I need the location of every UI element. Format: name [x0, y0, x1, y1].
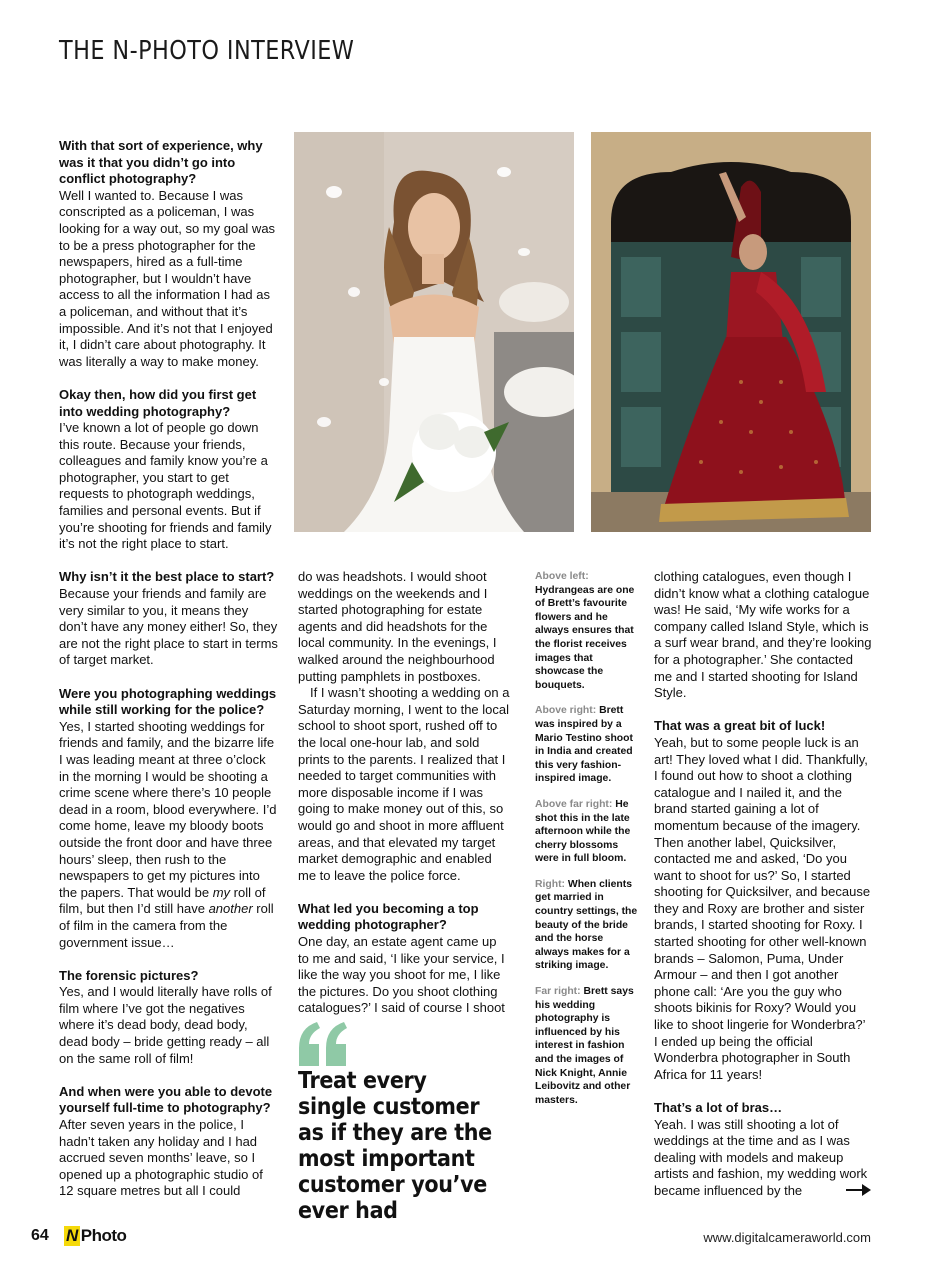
paragraph: do was headshots. I would shoot weddings on the weekends and I started photographing for estate agents and did headshots for the local community. In the evenings, I walked around the neighbourhood putting pamphlets in postboxes.: [298, 569, 497, 684]
magazine-logo: N Photo: [66, 1226, 127, 1245]
answer: Well I wanted to. Because I was conscripted as a policeman, I was looking for a way out, so my goal was to be a press photographer for the newspapers, hired as a full-time photographer, but I wouldn’t have access to all the information I had as a policeman, and without that it’s impossible. And it’s not that I enjoyed it, I didn’t care about photography. It was literally a way to make money.: [59, 187, 276, 369]
question: That was a great bit of luck!: [654, 718, 826, 734]
website-url: www.digitalcameraworld.com: [703, 1230, 871, 1245]
question: And when were you able to devote yourself full-time to photography?: [59, 1083, 273, 1116]
red-dress-photo: [591, 132, 871, 532]
article-column-2: [298, 569, 510, 1017]
page-number: 64: [31, 1227, 49, 1244]
article-column-1: [59, 138, 279, 1200]
red-dress-illustration: [591, 132, 871, 532]
question: That’s a lot of bras…: [654, 1100, 783, 1115]
paragraph: clothing catalogues, even though I didn’t know what a clothing catalogue was! He said, ‘My wife works for a company called Island Style, which is a surf wear brand, and they’re looking for a photographer.’ She contacted me and I started shooting for Island Style.: [654, 569, 872, 701]
continue-arrow-icon: [846, 1183, 872, 1202]
answer: Yeah. I was still shooting a lot of weddings at the time and as I was dealing with models and makeup artists and fashion, my wedding work became influenced by the: [654, 1116, 868, 1198]
answer: After seven years in the police, I hadn’t taken any holiday and I had accrued seven months’ leave, so I opened up a photographic studio of 12 square metres but all I could: [59, 1117, 263, 1199]
caption: Above right: Brett was inspired by a Mario Testino shoot in India and created this very fashion-inspired image.: [535, 705, 633, 785]
question: The forensic pictures?: [59, 967, 199, 983]
question: What led you becoming a top wedding photographer?: [298, 900, 479, 933]
caption: Right: When clients get married in country settings, the beauty of the bride and the horse always makes for a striking image.: [535, 878, 638, 972]
answer: Because your friends and family are very similar to you, it means they don’t have any money either! So, they are not the right place to start in terms of target market.: [59, 586, 278, 668]
question: Why isn’t it the best place to start?: [59, 569, 275, 585]
answer: Yes, and I would literally have rolls of film where I’ve got the negatives where it’s dead body, dead body, dead body – bride getting ready – all on the same roll of film!: [59, 984, 272, 1066]
paragraph: If I wasn’t shooting a wedding on a Saturday morning, I went to the local school to shoot sport, rushed off to the local one-hour lab, and sold prints to the parents. I realized that I needed to target communities with more disposable income if I was going to make money out of this, so would go and shoot in more affluent areas, and that elevated my target market demographic and enabled me to leave the police force.: [298, 685, 510, 883]
article-column-4: [654, 569, 872, 1200]
page-header: THE N-PHOTO INTERVIEW: [59, 36, 355, 66]
caption: Above far right: He shot this in the late afternoon while the cherry blossoms were in full bloom.: [535, 798, 631, 865]
bride-photo: [294, 132, 574, 532]
question: Okay then, how did you first get into wedding photography?: [59, 386, 257, 419]
question: Were you photographing weddings while still working for the police?: [59, 685, 277, 718]
answer: I’ve known a lot of people go down this route. Because your friends, colleagues and family know you’re a photographer, you start to get requests to photograph weddings, families and personal events. But if you’re shooting for friends and family it’s not the right place to start.: [59, 420, 272, 552]
answer: One day, an estate agent came up to me and said, ‘I like your service, I like the way you shoot for me, I like the pictures. Do you shoot clothing catalogues?’ I said of course I shoot: [298, 934, 505, 1016]
pull-quote: Treat every single customer as if they are the most important customer you’ve ever had: [298, 1068, 492, 1224]
answer: Yes, I started shooting weddings for friends and family, and the bizarre life I was leading meant at three o’clock in the morning I would be shooting a crime scene where there’s 10 people dead in a room, blood everywhere. I’d come home, leave my bloody boots outside the front door and have three hours’ sleep, then rush to the newspapers to get my pictures into the papers. That would be my roll of film, but then I’d still have another roll of film in the camera from the government issue…: [59, 718, 277, 950]
bride-illustration: [294, 132, 574, 532]
quote-mark-icon: [297, 1022, 349, 1071]
caption: Above left: Hydrangeas are one of Brett’s favourite flowers and he always ensures that the florist receives images that showcase the bouquets.: [535, 571, 635, 691]
caption: Far right: Brett says his wedding photography is influenced by his interest in fashion and the images of Nick Knight, Annie Leibovitz and other masters.: [535, 986, 634, 1106]
answer: Yeah, but to some people luck is an art! They loved what I did. Thankfully, I found out how to shoot a clothing catalogue and I nailed it, and the brand started gaining a lot of momentum because of the imagery. Then another label, Quicksilver, contacted me and asked, ‘Do you want to shoot for us?’ So, I started shooting for Quicksilver, and because they and Roxy are brother and sister brands, I started shooting for Roxy. I started shooting for other well-known brands – Salomon, Puma, Under Armour – and then I got another phone call: ‘Are you the guy who shoots bikinis for Roxy? Would you like to shoot lingerie for Wonderbra?’ I ended up being the official Wonderbra photographer in South Africa for 11 years!: [654, 734, 871, 1082]
photo-captions: [535, 570, 638, 1119]
question: With that sort of experience, why was it that you didn’t go into conflict photography?: [59, 138, 263, 187]
